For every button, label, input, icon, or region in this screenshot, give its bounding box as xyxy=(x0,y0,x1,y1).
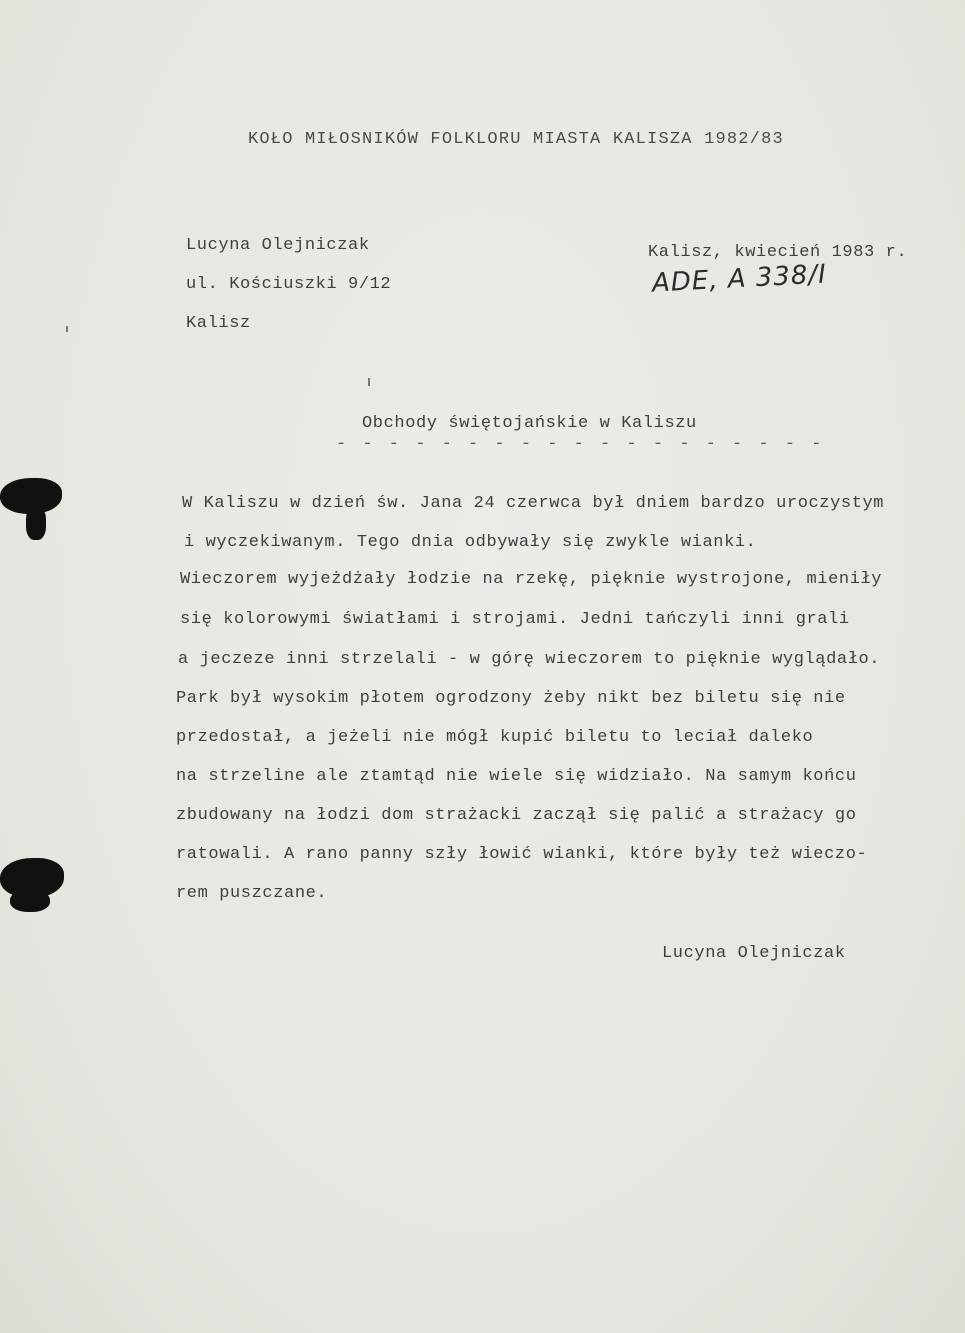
body-line: rem puszczane. xyxy=(176,884,328,903)
body-line: W Kaliszu w dzień św. Jana 24 czerwca był dniem bardzo uroczystym xyxy=(182,494,885,513)
punch-hole-mark-top-tail xyxy=(26,506,46,540)
body-line: na strzeline ale ztamtąd nie wiele się widziało. Na samym końcu xyxy=(176,767,857,786)
body-line: Park był wysokim płotem ogrodzony żeby nikt bez biletu się nie xyxy=(176,689,846,708)
title-underline: - - - - - - - - - - - - - - - - - - - xyxy=(336,435,825,454)
archive-mark-handwritten: ADE, A 338/I xyxy=(651,259,828,299)
body-line: i wyczekiwanym. Tego dnia odbywały się zwykle wianki. xyxy=(184,533,757,552)
stray-mark xyxy=(368,378,370,386)
body-line: ratowali. A rano panny szły łowić wianki, które były też wieczo- xyxy=(176,845,868,864)
date-line: Kalisz, kwiecień 1983 r. xyxy=(648,243,908,262)
sender-street: ul. Kościuszki 9/12 xyxy=(186,275,392,294)
body-line: zbudowany na łodzi dom strażacki zaczął się palić a strażacy go xyxy=(176,806,857,825)
body-line: Wieczorem wyjeżdżały łodzie na rzekę, pięknie wystrojone, mieniły xyxy=(180,570,883,589)
stray-mark xyxy=(66,326,68,332)
sender-city: Kalisz xyxy=(186,314,251,333)
signature: Lucyna Olejniczak xyxy=(662,944,846,963)
punch-hole-mark-bottom-tail xyxy=(10,890,50,912)
sender-name: Lucyna Olejniczak xyxy=(186,236,370,255)
body-line: przedostał, a jeżeli nie mógł kupić biletu to leciał daleko xyxy=(176,728,814,747)
body-line: a jeczeze inni strzelali - w górę wieczorem to pięknie wyglądało. xyxy=(178,650,881,669)
body-line: się kolorowymi światłami i strojami. Jedni tańczyli inni grali xyxy=(180,610,850,629)
organization-header: KOŁO MIŁOSNIKÓW FOLKLORU MIASTA KALISZA 1982/83 xyxy=(248,130,784,149)
document-title: Obchody świętojańskie w Kaliszu xyxy=(362,414,697,433)
